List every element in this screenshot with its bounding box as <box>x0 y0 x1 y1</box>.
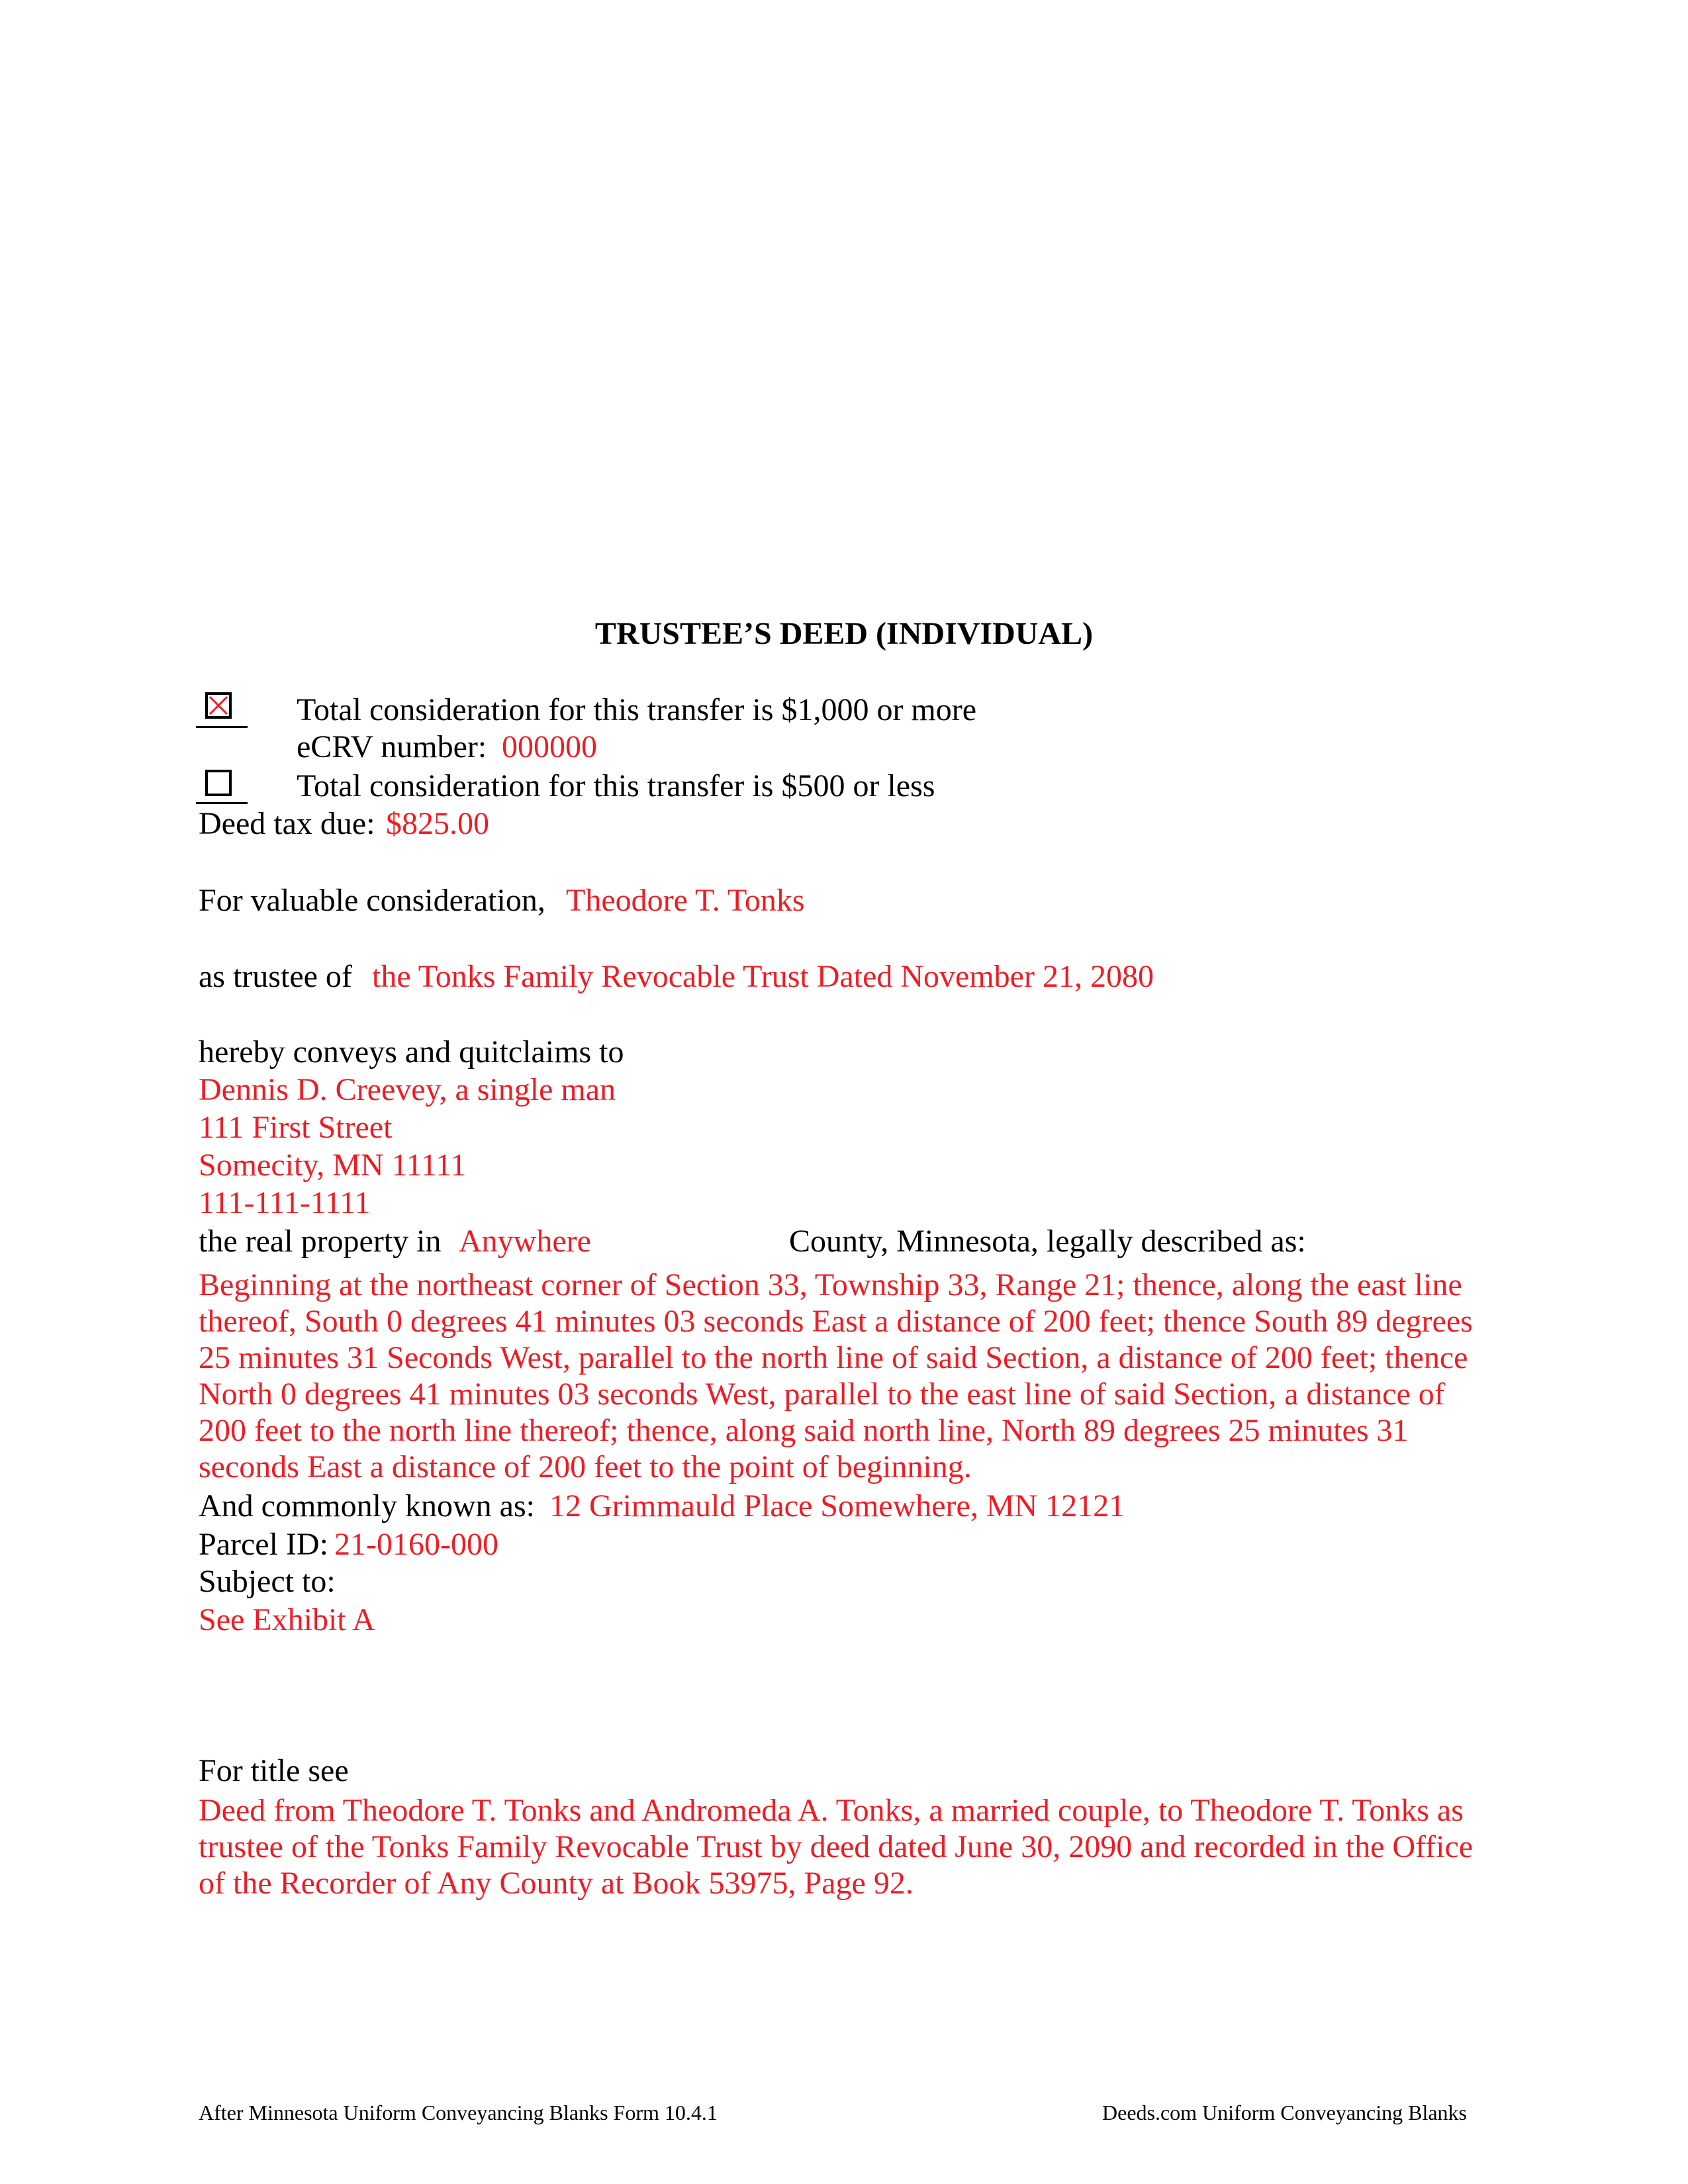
known-as-label: And commonly known as: <box>199 1488 535 1524</box>
consideration-500-label: Total consideration for this transfer is $500 or less <box>297 768 935 803</box>
consideration-label: For valuable consideration, <box>199 883 545 918</box>
consideration-500-checkbox[interactable] <box>205 770 232 796</box>
document-title: TRUSTEE’S DEED (INDIVIDUAL) <box>594 616 1094 651</box>
deed-tax-value[interactable]: $825.00 <box>386 806 489 841</box>
footer-right: Deeds.com Uniform Conveyancing Blanks <box>1102 2101 1467 2124</box>
title-see-label: For title see <box>199 1753 349 1788</box>
checkbox-underline <box>196 726 248 728</box>
ecrv-label: eCRV number: <box>297 729 487 764</box>
parcel-label: Parcel ID: <box>199 1527 328 1562</box>
checkbox-underline <box>196 802 248 804</box>
subject-to-value[interactable]: See Exhibit A <box>199 1602 375 1637</box>
known-as-address[interactable]: 12 Grimmauld Place Somewhere, MN 12121 <box>549 1488 1125 1524</box>
checked-x-icon <box>208 695 229 716</box>
county-name[interactable]: Anywhere <box>459 1224 591 1259</box>
property-label: the real property in <box>199 1224 442 1259</box>
trustee-label: as trustee of <box>199 959 352 994</box>
consideration-1000-checkbox[interactable] <box>205 692 232 719</box>
subject-to-label: Subject to: <box>199 1564 336 1599</box>
grantee-phone[interactable]: 111-111-1111 <box>199 1185 371 1220</box>
grantee-city[interactable]: Somecity, MN 11111 <box>199 1148 467 1183</box>
deed-tax-label: Deed tax due: <box>199 806 375 841</box>
grantee-name[interactable]: Dennis D. Creevey, a single man <box>199 1072 616 1107</box>
title-see-value[interactable]: Deed from Theodore T. Tonks and Andromeda A. Tonks, a married couple, to Theodore T. Tonks as trustee of the Tonks Family Revocable Trust by deed dated June 30, 2090 and recorded in the Office of the Recorder of Any County at Book 53975, Page 92. <box>199 1793 1474 1901</box>
parcel-id[interactable]: 21-0160-000 <box>334 1527 498 1562</box>
county-suffix-label: County, Minnesota, legally described as: <box>789 1224 1306 1259</box>
ecrv-number[interactable]: 000000 <box>502 729 597 764</box>
footer-left: After Minnesota Uniform Conveyancing Blanks Form 10.4.1 <box>199 2101 718 2124</box>
consideration-1000-label: Total consideration for this transfer is $1,000 or more <box>297 692 977 727</box>
grantor-name[interactable]: Theodore T. Tonks <box>566 883 805 918</box>
trust-name[interactable]: the Tonks Family Revocable Trust Dated November 21, 2080 <box>372 959 1154 994</box>
conveys-label: hereby conveys and quitclaims to <box>199 1034 624 1069</box>
grantee-street[interactable]: 111 First Street <box>199 1110 393 1145</box>
legal-description[interactable]: Beginning at the northeast corner of Section 33, Township 33, Range 21; thence, along the east line thereof, South 0 degrees 41 minutes 03 seconds East a distance of 200 feet; thence South 89 degrees 25 minutes 31 Seconds West, parallel to the north line of said Section, a distance of 200 feet; thence North 0 degrees 41 minutes 03 seconds West, parallel to the east line of said Section, a distance of 200 feet to the north line thereof; thence, along said north line, North 89 degrees 25 minutes 31 seconds East a distance of 200 feet to the point of beginning. <box>199 1267 1473 1484</box>
